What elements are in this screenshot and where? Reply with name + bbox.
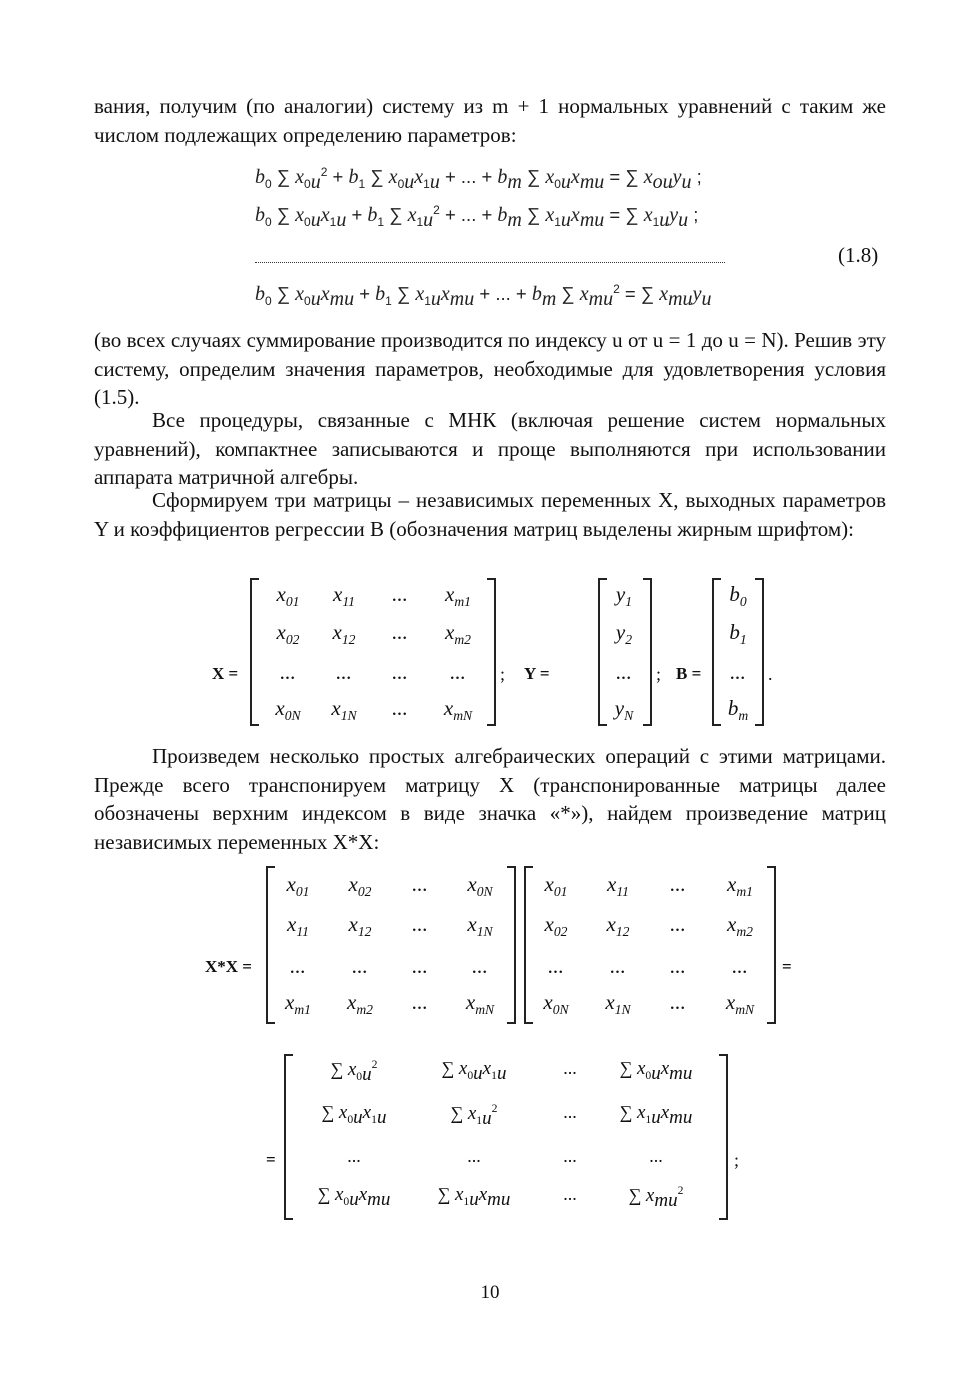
matrix-y-label: Y = bbox=[524, 664, 550, 683]
paragraph-4-text: Сформируем три матрицы – независимых переменных X, выходных параметров Y и коэффициентов регрессии B (обозначения матриц выделены жирным шрифтом): bbox=[94, 488, 886, 541]
matrix-x: $x_{01}$ $x_{11}$ ... $x_{m1}$ $x_{02}$ $x_{12}$ ... $x_{m2}$ ... ... ... ... $x_{0N}$ $x_{1N}$ ... $x_{mN}$ bbox=[250, 578, 496, 726]
paragraph-5 bbox=[94, 742, 886, 856]
paragraph-1 bbox=[94, 92, 886, 149]
matrix-b-label: B = bbox=[676, 664, 702, 683]
paragraph-4 bbox=[94, 486, 886, 543]
ellipsis-dotted-line bbox=[255, 262, 725, 263]
page-number: 10 bbox=[480, 1282, 500, 1303]
paragraph-3 bbox=[94, 406, 886, 492]
semicolon-1: ; bbox=[500, 664, 506, 684]
equals-sign-1: = bbox=[782, 957, 792, 976]
paragraph-1-text: вания, получим (по аналогии) систему из m + 1 нормальных уравнений с таким же числом подлежащих определению параметров: bbox=[94, 94, 886, 147]
period: . bbox=[768, 664, 773, 684]
equals-sign-2: = bbox=[266, 1150, 276, 1169]
paragraph-2-text: (во всех случаях суммирование производится по индексу u от u = 1 до u = N). Решив эту систему, определим значения параметров, необходимые для удовлетворения условия (1.5). bbox=[94, 328, 886, 409]
paragraph-5-text: Произведем несколько простых алгебраических операций с этими матрицами. Прежде всего транспонируем матрицу X (транспонированные матрицы далее обозначены верхним индексом в виде значка «*»), найдем произведение матриц независимых переменных X*X: bbox=[94, 744, 886, 854]
equation-line-m: $b_0$ ∑ $x_{0u}x_{mu} + b_1$ ∑ $x_{1u}x_{mu}$ + ... + $b_m$ ∑ $x_{mu}^2$ = ∑ $x_{mu}y_u$ bbox=[255, 282, 712, 310]
matrix-y: $y_1$ $y_2$ ... $y_N$ bbox=[598, 578, 652, 726]
paragraph-2 bbox=[94, 326, 886, 412]
semicolon-3: ; bbox=[734, 1150, 740, 1170]
semicolon-2: ; bbox=[656, 664, 662, 684]
matrix-xtx-result: ∑ $x_{0u}^2$ ∑ $x_{0u}x_{1u}$ ... ∑ $x_{0u}x_{mu}$ ∑ $x_{0u}x_{1u}$ ∑ $x_{1u}^2$ ... ∑ $x_{1u}x_{mu}$ ... ... ... ... ∑ $x_{0u}x_{mu}$ ∑ $x_{1u}x_{mu}$ ... ∑ $x_{mu}^2$ bbox=[284, 1054, 728, 1220]
paragraph-3-text: Все процедуры, связанные с МНК (включая решение систем нормальных уравнений), компактнее записываются и проще выполняются при использовании аппарата матричной алгебры. bbox=[94, 408, 886, 489]
matrix-b: $b_0$ $b_1$ ... $b_m$ bbox=[712, 578, 764, 726]
matrix-x-second: $x_{01}$ $x_{11}$ ... $x_{m1}$ $x_{02}$ $x_{12}$ ... $x_{m2}$ ... ... ... ... $x_{0N}$ $x_{1N}$ ... $x_{mN}$ bbox=[524, 866, 776, 1024]
matrix-xtx-label: X*X = bbox=[205, 957, 252, 976]
equation-line-2: $b_0$ ∑ $x_{0u}x_{1u} + b_1$ ∑ $x_{1u}^2$ + ... + $b_m$ ∑ $x_{1u}x_{mu}$ = ∑ $x_{1u}y_u$ ; bbox=[255, 203, 699, 231]
matrix-x-transposed: $x_{01}$ $x_{02}$ ... $x_{0N}$ $x_{11}$ $x_{12}$ ... $x_{1N}$ ... ... ... ... $x_{m1}$ $x_{m2}$ ... $x_{mN}$ bbox=[266, 866, 516, 1024]
equation-number: (1.8) bbox=[838, 243, 879, 267]
matrix-x-label: X = bbox=[212, 664, 239, 683]
equation-line-1: $b_0$ ∑ $x_{0u}^2 + b_1$ ∑ $x_{0u}x_{1u}$ + ... + $b_m$ ∑ $x_{0u}x_{mu}$ = ∑ $x_{ou}y_u$ ; bbox=[255, 165, 702, 193]
